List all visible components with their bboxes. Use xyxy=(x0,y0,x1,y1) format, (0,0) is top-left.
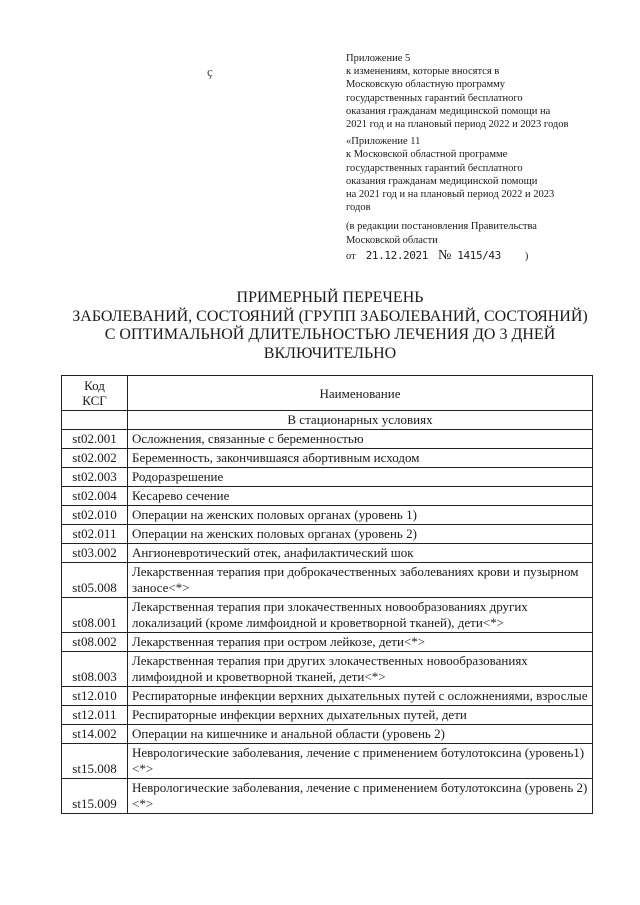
table-row xyxy=(62,563,593,598)
header-line: на 2021 год и на плановый период 2022 и 2023 xyxy=(346,189,555,201)
ksg-name-cell: Лекарственная терапия при доброкачественных заболеваниях крови и пузырном заносе<*> xyxy=(128,563,593,598)
ksg-code-cell: st08.002 xyxy=(62,633,128,652)
table-row xyxy=(62,598,593,633)
table-row xyxy=(62,652,593,687)
table-row xyxy=(62,544,593,563)
header-line: к изменениям, которые вносятся в xyxy=(346,66,500,78)
header-line: оказания гражданам медицинской помощи на xyxy=(346,105,551,117)
ksg-code-cell: st15.008 xyxy=(62,744,128,779)
appendix-block-1 xyxy=(346,52,616,131)
header-line: к Московской областной программе xyxy=(346,149,508,161)
ksg-code-cell: st08.001 xyxy=(62,598,128,633)
title-line: ЗАБОЛЕВАНИЙ, СОСТОЯНИЙ (ГРУПП ЗАБОЛЕВАНИЙ, СОСТОЯНИЙ) xyxy=(72,307,588,325)
ksg-code-cell: st02.011 xyxy=(62,525,128,544)
header-line: Московскую областную программу xyxy=(346,79,505,91)
document-title xyxy=(60,289,600,363)
ksg-code-cell: st12.011 xyxy=(62,706,128,725)
table-row xyxy=(62,779,593,814)
header-line: государственных гарантий бесплатного xyxy=(346,92,523,104)
table-row xyxy=(62,449,593,468)
header-line: Московской области xyxy=(346,234,438,246)
table-row xyxy=(62,744,593,779)
header-line: оказания гражданам медицинской помощи xyxy=(346,175,538,187)
header-line: Приложение 5 xyxy=(346,53,411,64)
order-close: ) xyxy=(524,250,529,262)
table-row xyxy=(62,487,593,506)
table-row xyxy=(62,706,593,725)
ksg-code-cell: st02.003 xyxy=(62,468,128,487)
ksg-name-cell: Лекарственная терапия при злокачественных новообразованиях других локализаций (кроме лимфоидной и кроветворной тканей), дети<*> xyxy=(128,598,593,633)
order-number-sign: № xyxy=(437,247,452,263)
ksg-code-cell: st15.009 xyxy=(62,779,128,814)
ksg-name-cell: Операции на кишечнике и анальной области (уровень 2) xyxy=(128,725,593,744)
header-line: государственных гарантий бесплатного xyxy=(346,162,523,174)
ksg-code-cell: st02.004 xyxy=(62,487,128,506)
ksg-code-cell: st03.002 xyxy=(62,544,128,563)
header-line: (в редакции постановления Правительства xyxy=(346,221,537,233)
ksg-name-cell: Операции на женских половых органах (уровень 1) xyxy=(128,506,593,525)
table-row xyxy=(62,687,593,706)
header-line: 2021 год и на плановый период 2022 и 2023 годов xyxy=(346,119,569,131)
appendix-header xyxy=(346,52,616,263)
corner-mark: ҫ xyxy=(207,64,213,79)
ksg-name-cell: Операции на женских половых органах (уровень 2) xyxy=(128,525,593,544)
ksg-code-cell: st02.002 xyxy=(62,449,128,468)
table-row xyxy=(62,725,593,744)
section-label: В стационарных условиях xyxy=(128,411,593,430)
header-line: годов xyxy=(346,202,371,214)
ksg-name-cell: Неврологические заболевания, лечение с применением ботулотоксина (уровень1)<*> xyxy=(128,744,593,779)
ksg-name-cell: Респираторные инфекции верхних дыхательных путей с осложнениями, взрослые xyxy=(128,687,593,706)
ksg-code-cell: st05.008 xyxy=(62,563,128,598)
header-line: «Приложение 11 xyxy=(346,136,421,148)
table-row xyxy=(62,468,593,487)
ksg-code-cell: st14.002 xyxy=(62,725,128,744)
ksg-name-cell: Кесарево сечение xyxy=(128,487,593,506)
table-row xyxy=(62,430,593,449)
ksg-name-cell: Родоразрешение xyxy=(128,468,593,487)
ksg-code-cell: st08.003 xyxy=(62,652,128,687)
ksg-name-cell: Беременность, закончившаяся абортивным исходом xyxy=(128,449,593,468)
ksg-name-cell: Лекарственная терапия при остром лейкозе, дети<*> xyxy=(128,633,593,652)
section-row xyxy=(62,411,593,430)
ksg-code-cell: st12.010 xyxy=(62,687,128,706)
appendix-block-3 xyxy=(346,220,616,263)
section-empty-cell xyxy=(62,411,128,430)
title-line: ПРИМЕРНЫЙ ПЕРЕЧЕНЬ xyxy=(236,289,424,306)
title-line: С ОПТИМАЛЬНОЙ ДЛИТЕЛЬНОСТЬЮ ЛЕЧЕНИЯ ДО 3 ДНЕЙ xyxy=(104,326,556,343)
order-number: 1415/43 xyxy=(457,248,501,262)
table-row xyxy=(62,525,593,544)
ksg-table xyxy=(61,375,593,814)
order-date: 21.12.2021 xyxy=(365,248,428,262)
header-name-cell: Наименование xyxy=(128,376,593,411)
order-reference xyxy=(346,249,616,263)
ksg-name-cell: Осложнения, связанные с беременностью xyxy=(128,430,593,449)
ksg-name-cell: Неврологические заболевания, лечение с применением ботулотоксина (уровень 2)<*> xyxy=(128,779,593,814)
table-row xyxy=(62,633,593,652)
order-prefix: от xyxy=(346,250,356,262)
table-row xyxy=(62,506,593,525)
ksg-name-cell: Респираторные инфекции верхних дыхательных путей, дети xyxy=(128,706,593,725)
header-code-cell: Код КСГ xyxy=(62,376,128,411)
title-line: ВКЛЮЧИТЕЛЬНО xyxy=(263,344,397,362)
ksg-code-cell: st02.010 xyxy=(62,506,128,525)
ksg-code-cell: st02.001 xyxy=(62,430,128,449)
table-header-row xyxy=(62,376,593,411)
ksg-name-cell: Ангионевротический отек, анафилактический шок xyxy=(128,544,593,563)
appendix-block-2 xyxy=(346,135,616,214)
ksg-name-cell: Лекарственная терапия при других злокачественных новообразованиях лимфоидной и кроветворной тканей, дети<*> xyxy=(128,652,593,687)
